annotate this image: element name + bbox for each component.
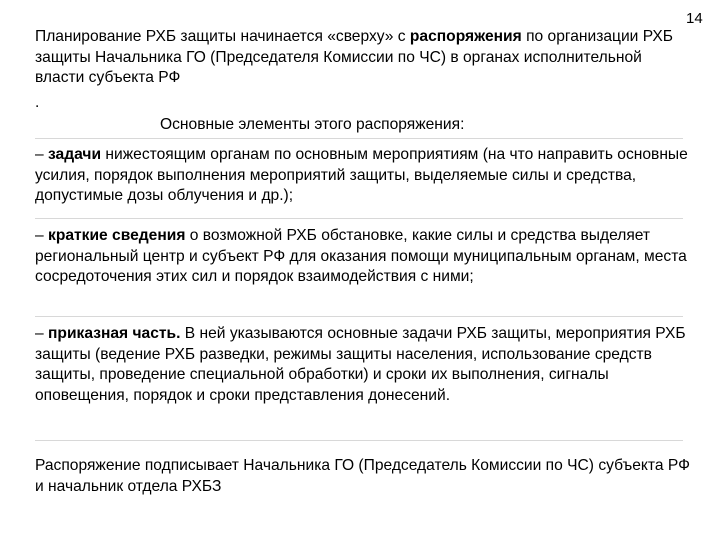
intro-text-end: по организации РХБ защиты Начальника ГО (Председателя Комиссии по ЧС) в органах исполнительной власти субъекта РФ [35,28,674,86]
item-dash: – [35,146,49,163]
intro-text-start: Планирование РХБ защиты начинается «сверху» с [35,28,410,45]
intro-bold-term: распоряжения [409,28,522,45]
item-order-term: приказная часть. [48,325,181,342]
section-subtitle: Основные элементы этого распоряжения: [160,116,465,133]
item-brief [35,226,695,288]
divider-line [35,316,683,317]
item-dash: – [35,227,49,244]
divider-line [35,138,683,139]
item-dash: – [35,325,49,342]
divider-line [35,440,683,441]
item-order [35,324,695,406]
item-brief-term: краткие сведения [48,227,186,244]
signature-paragraph: Распоряжение подписывает Начальника ГО (Председатель Комиссии по ЧС) субъекта РФ и начальник отдела РХБЗ [35,457,690,495]
stray-dot: . [35,94,40,111]
intro-paragraph [35,27,695,89]
page-number: 14 [686,10,703,27]
divider-line [35,218,683,219]
item-tasks-text: нижестоящим органам по основным мероприятиям (на что направить основные усилия, порядок выполнения мероприятий защиты, выделяемые силы и средства, допустимые дозы облучения и др.); [35,146,688,204]
item-brief-text: о возможной РХБ обстановке, какие силы и средства выделяет региональный центр и субъект РФ для оказания помощи муниципальным органам, места сосредоточения этих сил и порядок взаимодействия с ними; [35,227,687,285]
item-order-text: В ней указываются основные задачи РХБ защиты, мероприятия РХБ защиты (ведение РХБ разведки, режимы защиты населения, использование средств защиты, проведение специальной обработки) и сроки их выполнения, сигналы оповещения, порядок и сроки представления донесений. [35,325,686,404]
item-tasks-term: задачи [48,146,102,163]
item-tasks [35,145,695,207]
